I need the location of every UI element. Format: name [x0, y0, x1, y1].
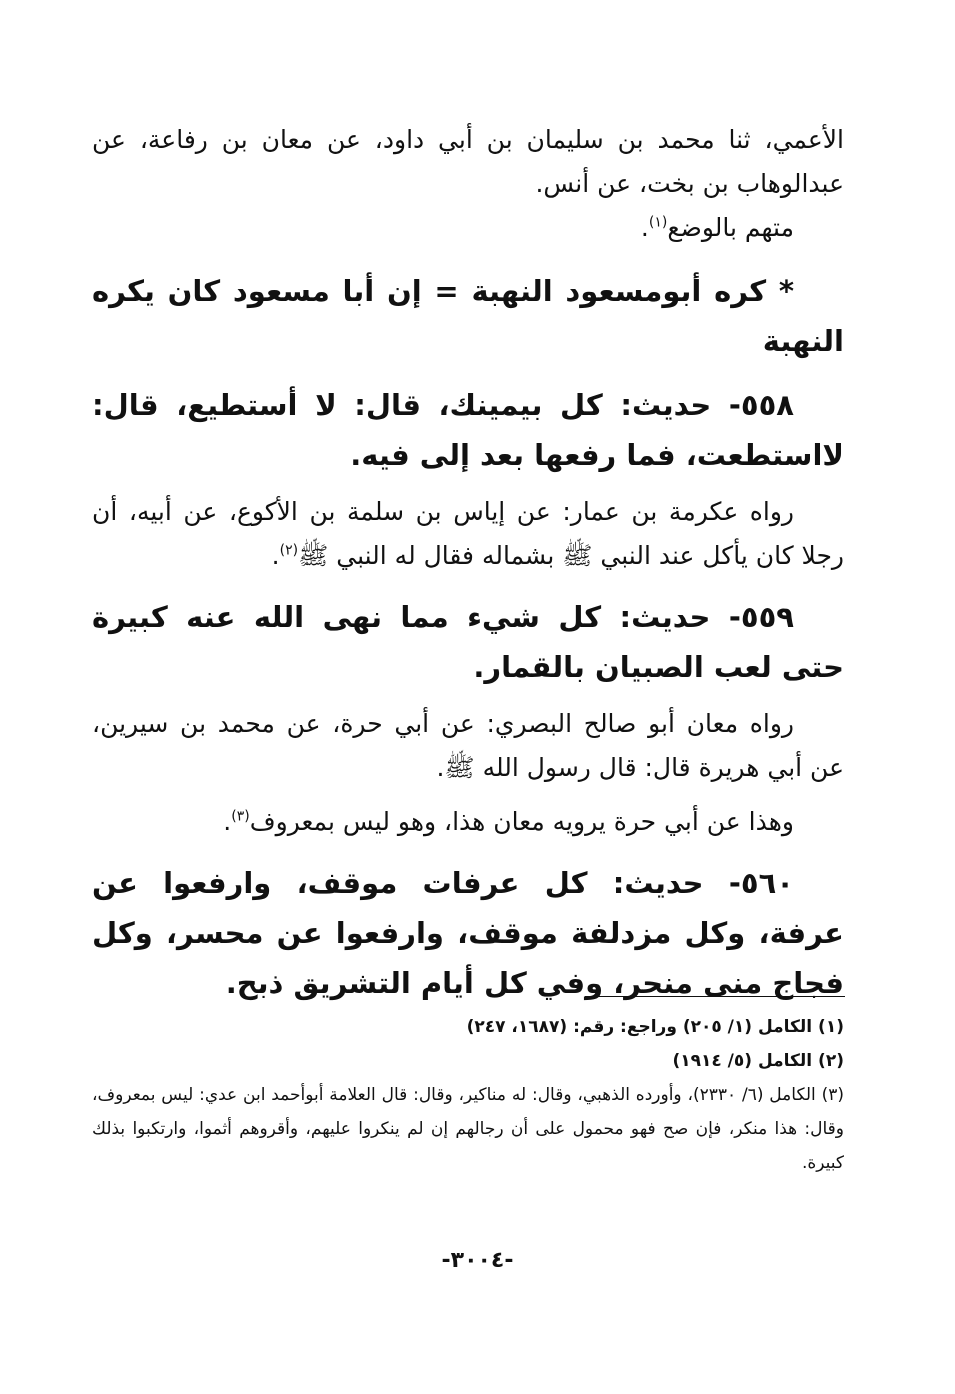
hadith-558-narration	[92, 490, 844, 578]
hadith-559-comment-end: .	[223, 807, 232, 836]
paragraph-accused	[92, 206, 844, 250]
accused-text: متهم بالوضع	[667, 213, 794, 242]
section-heading: * كره أبومسعود النهبة = إن أبا مسعود كان يكره النهبة	[92, 274, 844, 358]
footnote-ref-2: (٢)	[279, 542, 299, 559]
hadith-558-text: رواه عكرمة بن عمار: عن إياس بن سلمة بن الأكوع، عن أبيه، أن رجلا كان يأكل عند النبي ﷺ بشماله فقال له النبي ﷺ	[92, 497, 844, 570]
paragraph-continuation: الأعمي، ثنا محمد بن سليمان بن أبي داود، عن معان بن رفاعة، عن عبدالوهاب بن بخت، عن أنس.	[92, 125, 844, 198]
footnote-1: (١) الكامل (١/ ٢٠٥) وراجع: رقم: (١٦٨٧، ٢٤٧)	[466, 1017, 844, 1037]
footnote-divider	[585, 996, 845, 997]
accused-end: .	[640, 213, 649, 242]
page-body	[92, 118, 844, 1016]
hadith-558-heading: ٥٥٨- حديث: كل بيمينك، قال: لا أستطيع، قال: لااستطعت، فما رفعها بعد إلى فيه.	[92, 388, 844, 472]
hadith-559-narration: رواه معان أبو صالح البصري: عن أبي حرة، عن محمد بن سيرين، عن أبي هريرة قال: قال رسول الله ﷺ.	[92, 709, 844, 782]
hadith-559-comment	[92, 800, 844, 844]
footnote-ref-1: (١)	[648, 214, 668, 231]
page-number: -٣٠٠٤-	[441, 1248, 514, 1273]
footnotes	[92, 1010, 844, 1180]
footnote-3: (٣) الكامل (٦/ ٢٣٣٠)، وأورده الذهبي، وقال: له مناكير، وقال: قال العلامة أبوأحمد ابن عدي: ليس بمعروف، وقال: هذا منكر، فإن صح فهو محمول على أن رجالهم إن لم ينكروا عليهم، وأقروهم أثموا، وارتكبوا بذلك كبيرة.	[92, 1085, 844, 1173]
hadith-560-heading: ٥٦٠- حديث: كل عرفات موقف، وارفعوا عن عرفة، وكل مزدلفة موقف، وارفعوا عن محسر، وكل فجاج منى منحر، وفي كل أيام التشريق ذبح.	[92, 866, 844, 1000]
hadith-558-end: .	[271, 541, 280, 570]
footnote-ref-3: (٣)	[231, 808, 250, 825]
hadith-559-comment-text: وهذا عن أبي حرة يرويه معان هذا، وهو ليس بمعروف	[249, 807, 794, 836]
hadith-559-heading: ٥٥٩- حديث: كل شيء مما نهى الله عنه كبيرة حتى لعب الصبيان بالقمار.	[92, 600, 844, 684]
footnote-2: (٢) الكامل (٥/ ١٩١٤)	[672, 1051, 844, 1071]
